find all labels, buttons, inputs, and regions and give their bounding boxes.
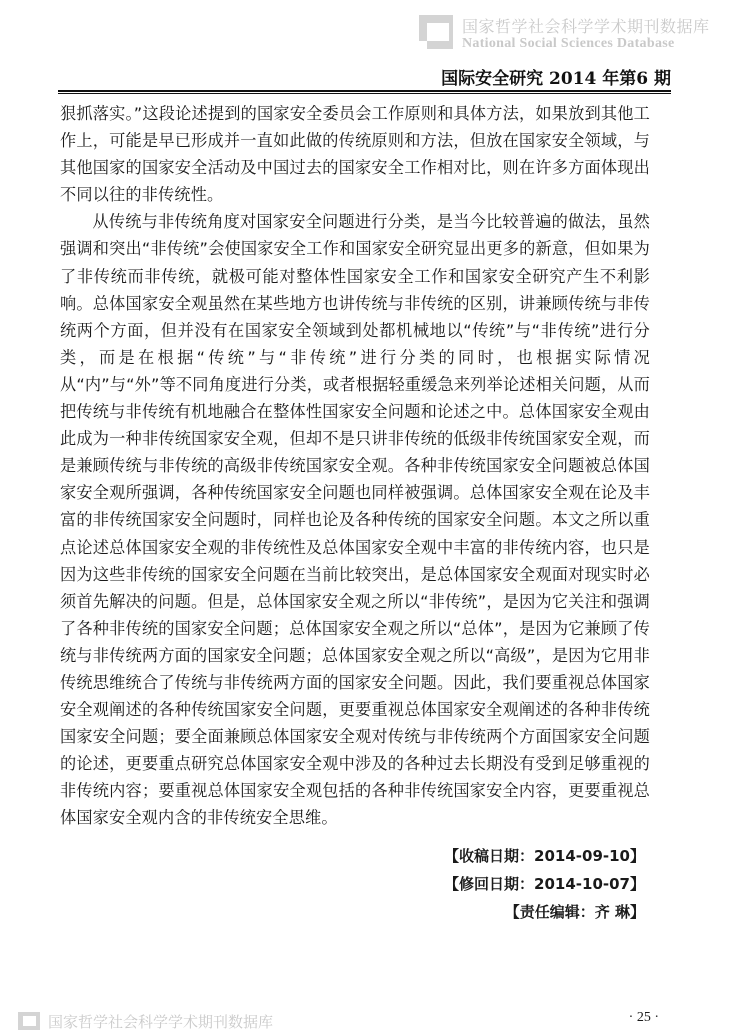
revised-date: 【修回日期：2014-10-07】: [444, 875, 645, 893]
watermark-bottom: [18, 1010, 318, 1030]
responsible-editor: 【责任编辑：齐 琳】: [504, 903, 645, 921]
running-head: 国际安全研究 2014 年第6 期: [441, 69, 671, 89]
watermark-top: [418, 8, 724, 56]
database-logo-icon: [418, 14, 454, 50]
page-number: · 25 ·: [628, 1010, 659, 1025]
received-date: 【收稿日期：2014-09-10】: [444, 847, 645, 865]
watermark-name-en: National Social Sciences Database: [462, 36, 675, 51]
header-rule: [58, 90, 671, 92]
paragraph-continued: 狠抓落实。”这段论述提到的国家安全委员会工作原则和具体方法，如果放到其他工作上，可能是早已形成并一直如此做的传统原则和方法，但放在国家安全领域，与其他国家的国家安全活动及中国过去的国家安全工作相对比，则在许多方面体现出不同以往的非传统性。: [60, 104, 650, 205]
header-rule-thin: [58, 93, 671, 94]
watermark-name-cn: 国家哲学社会科学学术期刊数据库: [462, 17, 710, 36]
article-body: [60, 100, 650, 832]
paragraph: 从传统与非传统角度对国家安全问题进行分类，是当今比较普遍的做法，虽然强调和突出“非传统”会使国家安全工作和国家安全研究显出更多的新意，但如果为了非传统而非传统，就极可能对整体性国家安全工作和国家安全研究产生不利影响。总体国家安全观虽然在某些地方也讲传统与非传统的区别，讲兼顾传统与非传统两个方面，但并没有在国家安全领域到处都机械地以“传统”与“非传统”进行分类，而是在根据“传统”与“非传统”进行分类的同时，也根据实际情况从“内”与“外”等不同角度进行分类，或者根据轻重缓急来列举论述相关问题，从而把传统与非传统有机地融合在整体性国家安全问题和论述之中。总体国家安全观由此成为一种非传统国家安全观，但却不是只讲非传统的低级非传统国家安全观，而是兼顾传统与非传统的高级非传统国家安全观。各种非传统国家安全问题被总体国家安全观所强调，各种传统国家安全问题也同样被强调。总体国家安全观在论及丰富的非传统国家安全问题时，同样也论及各种传统的国家安全问题。本文之所以重点论述总体国家安全观的非传统性及总体国家安全观中丰富的非传统内容，也只是因为这些非传统的国家安全问题在当前比较突出，是总体国家安全观面对现实时必须首先解决的问题。但是，总体国家安全观之所以“非传统”，是因为它关注和强调了各种非传统的国家安全问题；总体国家安全观之所以“总体”，是因为它兼顾了传统与非传统两方面的国家安全问题；总体国家安全观之所以“高级”，是因为它用非传统思维统合了传统与非传统两方面的国家安全问题。因此，我们要重视总体国家安全观阐述的各种传统国家安全问题，更要重视总体国家安全观阐述的各种非传统国家安全问题；要全面兼顾总体国家安全观对传统与非传统两个方面国家安全问题的论述，更要重点研究总体国家安全观中涉及的各种过去长期没有受到足够重视的非传统内容；要重视总体国家安全观包括的各种非传统国家安全内容，更要重视总体国家安全观内含的非传统安全思维。: [60, 212, 650, 828]
watermark-name-cn-bottom: 国家哲学社会科学学术期刊数据库: [48, 1013, 274, 1031]
database-logo-icon: [18, 1012, 40, 1030]
